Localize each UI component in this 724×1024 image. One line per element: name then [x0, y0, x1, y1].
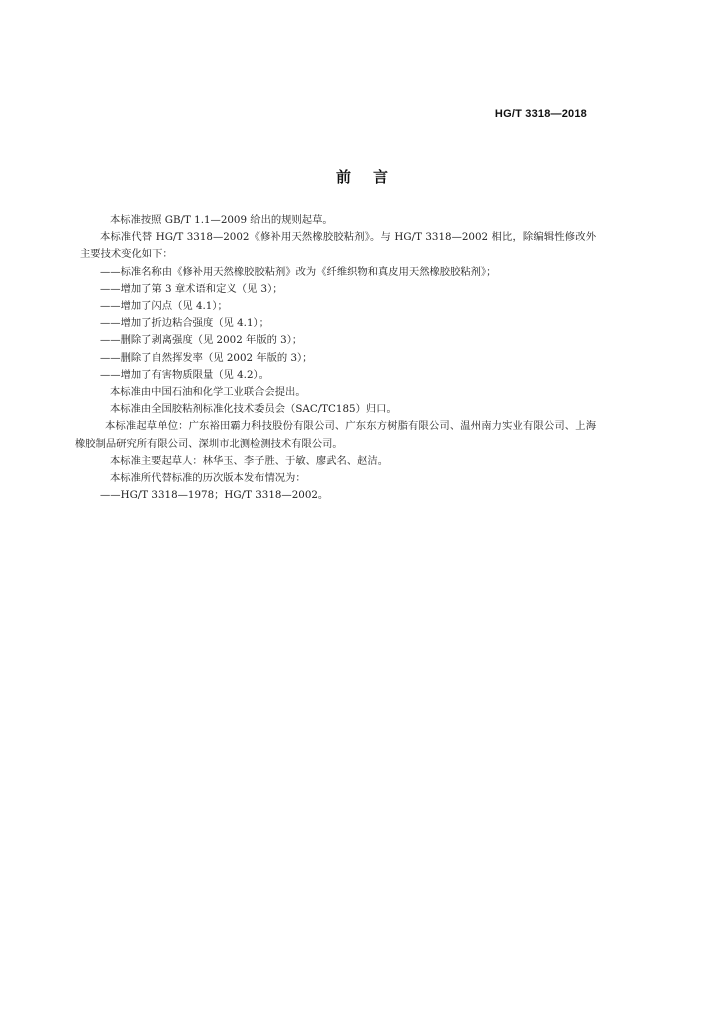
document-body	[75, 212, 596, 504]
paragraph-drafting-units: 本标准起草单位：广东裕田霸力科技股份有限公司、广东东方树脂有限公司、温州南力实业有限公司、上海橡胶制品研究所有限公司、深圳市北测检测技术有限公司。	[75, 420, 596, 450]
document-code: HG/T 3318—2018	[494, 108, 587, 120]
change-item: ——删除了剥离强度（见 2002 年版的 3）；	[100, 334, 303, 347]
paragraph-proposer: 本标准由中国石油和化学工业联合会提出。	[110, 386, 306, 399]
change-item: ——删除了自然挥发率（见 2002 年版的 3）；	[100, 351, 313, 364]
change-item: ——增加了第 3 章术语和定义（见 3）；	[100, 282, 283, 295]
change-item: ——增加了闪点（见 4.1）；	[100, 300, 228, 313]
paragraph-committee: 本标准由全国胶粘剂标准化技术委员会（SAC/TC185）归口。	[110, 403, 397, 416]
paragraph-drafting-rules: 本标准按照 GB/T 1.1—2009 给出的规则起草。	[110, 214, 333, 226]
change-item: ——增加了有害物质限量（见 4.2）。	[100, 368, 269, 381]
paragraph-drafters: 本标准主要起草人：林华玉、李子胜、于敏、廖武名、赵洁。	[110, 454, 389, 467]
paragraph-replacement: 本标准代替 HG/T 3318—2002《修补用天然橡胶胶粘剂》。与 HG/T 3318—2002 相比，除编辑性修改外主要技术变化如下：	[80, 231, 596, 261]
paragraph-history-intro: 本标准所代替标准的历次版本发布情况为：	[110, 472, 306, 485]
history-item: ——HG/T 3318—1978；HG/T 3318—2002。	[100, 489, 329, 502]
change-item: ——标准名称由《修补用天然橡胶胶粘剂》改为《纤维织物和真皮用天然橡胶胶粘剂》；	[100, 265, 497, 278]
section-title: 前言	[335, 168, 410, 186]
change-item: ——增加了折边粘合强度（见 4.1）；	[100, 317, 269, 330]
